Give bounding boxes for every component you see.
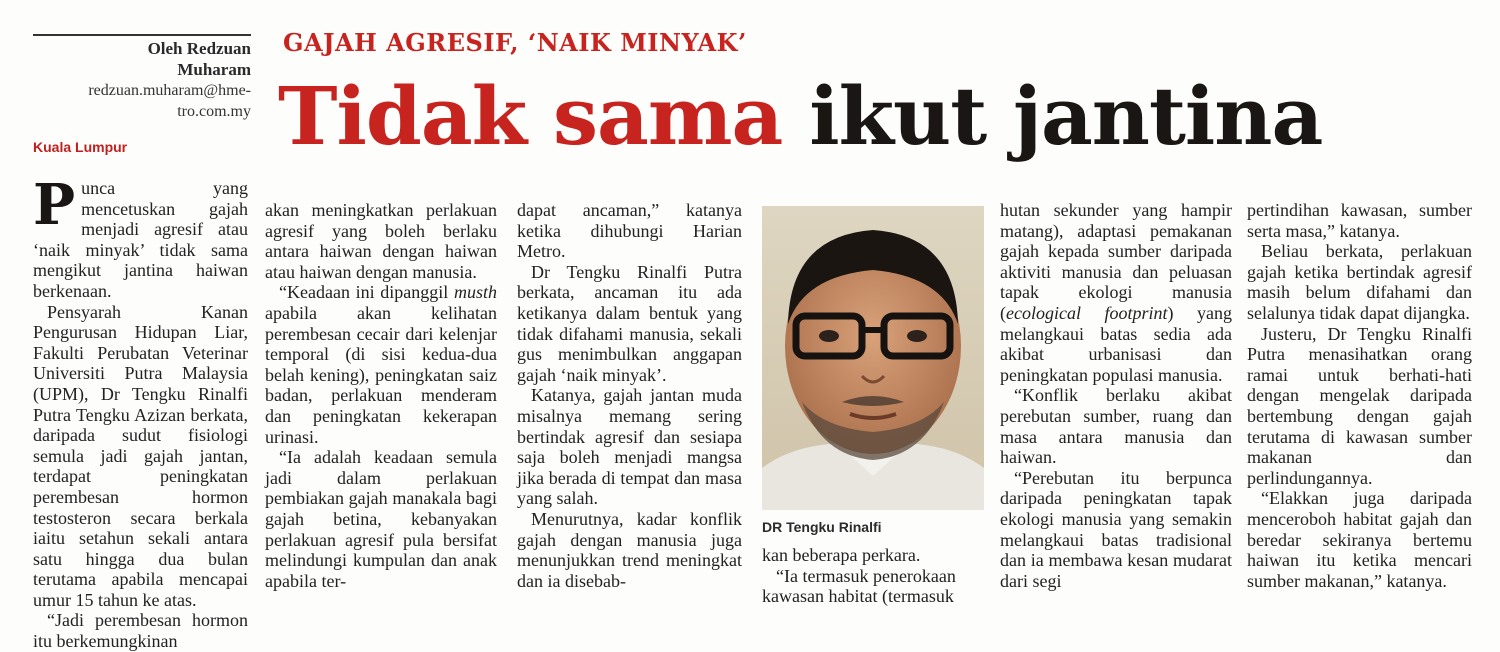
paragraph: unca yang mencetuskan gajah menjadi agresif atau ‘naik minyak’ tidak sama mengikut jantina haiwan berkenaan.	[33, 178, 248, 301]
headline-red-part: Tidak sama	[278, 69, 783, 163]
dateline: Kuala Lumpur	[33, 139, 128, 155]
paragraph: Menurutnya, kadar konflik gajah dengan manusia juga menunjukkan trend meningkat dan ia disebab-	[517, 508, 742, 591]
paragraph: “Ia termasuk penerokaan kawasan habitat (termasuk	[762, 565, 956, 607]
paragraph: “Keadaan ini dipanggil musth apabila akan kelihatan perembesan cecair dari kelenjar temporal (di sisi kedua-dua belah kening), peningkatan saiz badan, perlakuan menderam dan peningkatan kekerapan urinasi.	[265, 282, 497, 447]
article-column-4	[762, 545, 987, 607]
paragraph: Katanya, gajah jantan muda misalnya memang sering bertindak agresif dan sesiapa saja boleh menjadi mangsa jika berada di tempat dan masa yang salah.	[517, 385, 742, 509]
paragraph: kan beberapa perkara.	[762, 545, 921, 565]
italic-term: ecological footprint	[1006, 302, 1168, 323]
paragraph: pertindihan kawasan, sumber serta masa,” katanya.	[1247, 200, 1472, 241]
paragraph: “Konflik berlaku akibat perebutan sumber, ruang dan masa antara manusia dan haiwan.	[1000, 385, 1232, 468]
author-email-line1: redzuan.muharam@hme-	[88, 82, 251, 99]
paragraph: dapat ancaman,” katanya ketika dihubungi Harian Metro.	[517, 200, 742, 262]
article-column-3	[517, 200, 742, 591]
paragraph: “Jadi perembesan hormon itu berkemungkinan	[33, 610, 248, 652]
byline	[33, 38, 251, 122]
author-name-line2: Muharam	[177, 60, 251, 79]
drop-cap: P	[33, 172, 76, 238]
paragraph: akan meningkatkan perlakuan agresif yang boleh berlaku antara haiwan dengan haiwan atau haiwan dengan manusia.	[265, 200, 497, 282]
photo-caption: DR Tengku Rinalfi	[762, 519, 882, 535]
article-column-2	[265, 200, 497, 591]
author-email-line2: tro.com.my	[177, 103, 251, 120]
headline-black-part: ikut jantina	[809, 69, 1323, 163]
paragraph: Justeru, Dr Tengku Rinalfi Putra menasihatkan orang ramai untuk berhati-hati dengan mengelak daripada bertembung dengan gajah terutama di kawasan sumber makanan dan perlindungannya.	[1247, 323, 1472, 488]
paragraph: hutan sekunder yang hampir matang), adaptasi pemakanan gajah kepada sumber daripada aktiviti manusia dan peluasan tapak ekologi manusia (ecological footprint) yang melangkaui batas sedia ada akibat urbanisasi dan peningkatan populasi manusia.	[1000, 200, 1232, 385]
article-column-6	[1247, 200, 1472, 591]
headline	[278, 66, 1322, 166]
italic-term: musth	[453, 282, 497, 303]
paragraph: “Perebutan itu berpunca daripada peningkatan tapak ekologi manusia yang semakin melangkaui batas tradisional dan ia membawa kesan mudarat dari segi	[1000, 467, 1232, 591]
article-column-1	[33, 172, 248, 652]
kicker: GAJAH AGRESIF, ‘NAIK MINYAK’	[283, 28, 747, 57]
portrait-photo	[762, 206, 984, 510]
portrait-illustration	[762, 206, 984, 510]
paragraph: Pensyarah Kanan Pengurusan Hidupan Liar, Fakulti Perubatan Veterinar Universiti Putra Malaysia (UPM), Dr Tengku Rinalfi Putra Tengku Azizan berkata, daripada sudut fisiologi semula jadi gajah jantan, terdapat peningkatan perembesan hormon testosteron secara berkala iaitu setahun sekali antara satu hingga dua bulan terutama apabila mencapai umur 15 tahun ke atas.	[33, 301, 248, 610]
paragraph: “Ia adalah keadaan semula jadi dalam perlakuan pembiakan gajah manakala bagi gajah betina, kebanyakan perlakuan agresif pula bersifat melindungi kumpulan dan anak apabila ter-	[265, 447, 497, 591]
paragraph: “Elakkan juga daripada menceroboh habitat gajah dan beredar sekiranya bertemu haiwan itu ketika mencari sumber makanan,” katanya.	[1247, 488, 1472, 591]
article-column-5	[1000, 200, 1232, 591]
paragraph: Beliau berkata, perlakuan gajah ketika bertindak agresif masih belum difahami dan selalunya tidak dapat dijangka.	[1247, 241, 1472, 323]
byline-rule	[33, 34, 251, 36]
paragraph: Dr Tengku Rinalfi Putra berkata, ancaman itu ada ketikanya dalam bentuk yang tidak difahami manusia, sekali gus menimbulkan anggapan gajah ‘naik minyak’.	[517, 261, 742, 385]
author-name-line1: Oleh Redzuan	[147, 39, 251, 58]
